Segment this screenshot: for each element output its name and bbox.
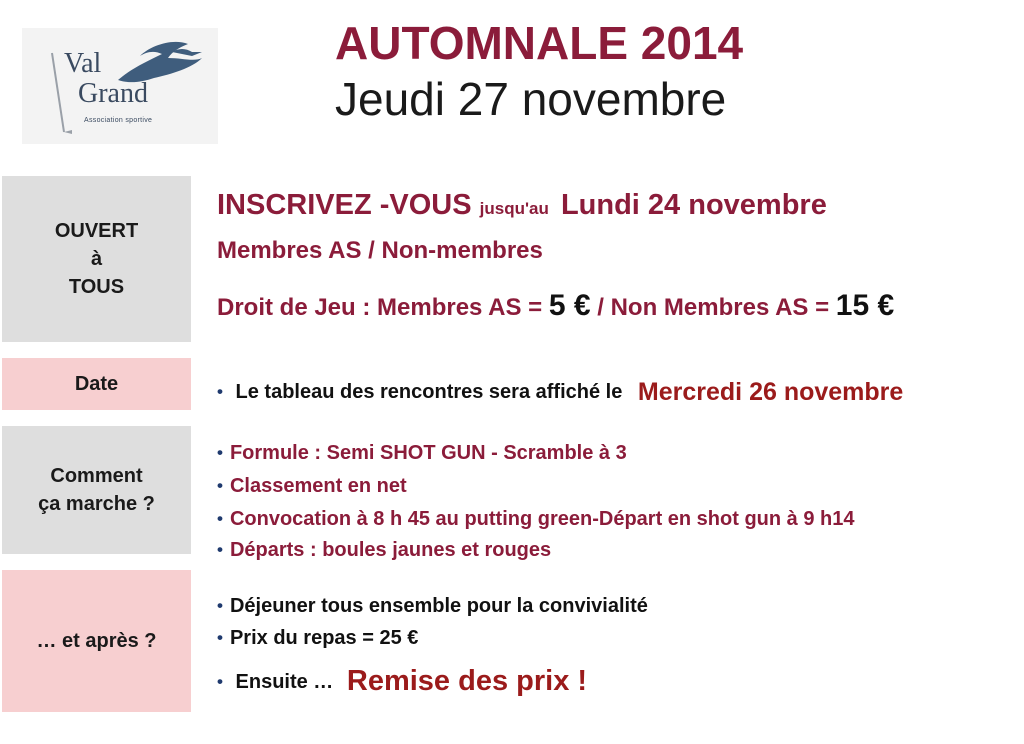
logo-text-val: Val <box>64 48 102 79</box>
fee-non-members: 15 € <box>835 289 895 322</box>
event-date: Jeudi 27 novembre <box>335 73 727 125</box>
label-how-it-works <box>2 426 191 554</box>
after-item-meal-price: • Prix du repas = 25 € <box>217 627 418 650</box>
audience-line: Membres AS / Non-membres <box>217 237 543 264</box>
date-line <box>217 376 903 405</box>
how-item: • Formule : Semi SHOT GUN - Scramble à 3 <box>217 442 627 465</box>
after-item-lunch: • Déjeuner tous ensemble pour la convivialité <box>217 595 648 618</box>
fee-prefix: Droit de Jeu : Membres AS = <box>217 294 543 321</box>
label-open-line2: à <box>90 248 103 270</box>
signup-deadline: Lundi 24 novembre <box>560 189 827 221</box>
signup-small: jusqu'au <box>479 199 549 218</box>
after-item3-prefix: Ensuite … <box>235 671 334 693</box>
label-after: … et après ? <box>2 570 191 712</box>
how-item: • Classement en net <box>217 475 407 498</box>
date-highlight: Mercredi 26 novembre <box>637 378 904 406</box>
after-item-awards <box>217 663 587 696</box>
logo-text-grand: Grand <box>78 78 148 109</box>
how-item: • Départs : boules jaunes et rouges <box>217 539 551 562</box>
fee-members: 5 € <box>548 289 591 322</box>
how-item: • Convocation à 8 h 45 au putting green-Départ en shot gun à 9 h14 <box>217 508 854 531</box>
club-logo <box>22 28 218 144</box>
label-open-to-all <box>2 176 191 342</box>
fee-line <box>217 289 894 323</box>
label-open-line1: OUVERT <box>54 220 139 242</box>
label-how-line2: ça marche ? <box>38 493 155 515</box>
label-date: Date <box>2 358 191 410</box>
logo-subtitle: Association sportive <box>84 117 153 124</box>
date-text: Le tableau des rencontres sera affiché le <box>235 381 623 403</box>
fee-middle: / Non Membres AS = <box>597 294 830 321</box>
label-how-line1: Comment <box>50 465 143 487</box>
event-title: AUTOMNALE 2014 <box>335 17 744 69</box>
signup-prefix: INSCRIVEZ -VOUS <box>217 189 472 221</box>
signup-line <box>217 189 827 222</box>
label-open-line3: TOUS <box>68 276 125 298</box>
awards-highlight: Remise des prix ! <box>346 665 588 697</box>
